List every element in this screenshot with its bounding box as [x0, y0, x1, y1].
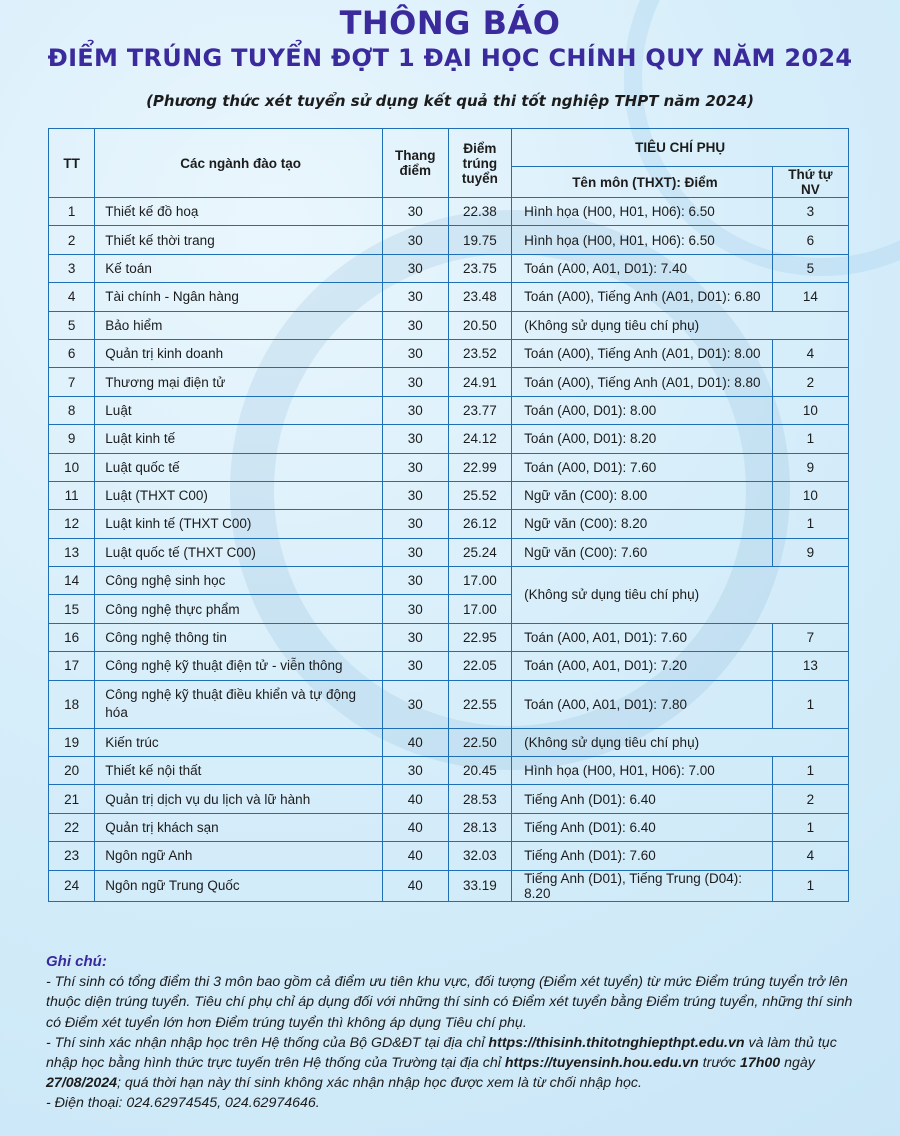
cell-major: Tài chính - Ngân hàng — [95, 283, 383, 311]
cell-cutoff: 23.77 — [448, 396, 512, 424]
cell-tt: 5 — [49, 311, 95, 339]
cell-tt: 23 — [49, 842, 95, 870]
cell-subject-score: Toán (A00, A01, D01): 7.80 — [512, 680, 773, 728]
cell-subject-score: Toán (A00, D01): 7.60 — [512, 453, 773, 481]
cell-tt: 7 — [49, 368, 95, 396]
cell-priority: 6 — [772, 226, 848, 254]
cell-scale: 40 — [382, 813, 448, 841]
cell-tt: 9 — [49, 425, 95, 453]
table-row — [49, 757, 849, 785]
table-row — [49, 623, 849, 651]
cell-cutoff: 22.38 — [448, 198, 512, 226]
table-row — [49, 368, 849, 396]
table-row — [49, 842, 849, 870]
cell-subject-score: Toán (A00, A01, D01): 7.20 — [512, 652, 773, 680]
cell-priority: 9 — [772, 453, 848, 481]
cell-subject-score: Tiếng Anh (D01), Tiếng Trung (D04): 8.20 — [512, 870, 773, 901]
cell-tt: 22 — [49, 813, 95, 841]
table-row — [49, 311, 849, 339]
table-row — [49, 339, 849, 367]
table-row — [49, 813, 849, 841]
cell-tt: 3 — [49, 254, 95, 282]
cell-priority: 1 — [772, 757, 848, 785]
cell-scale: 30 — [382, 283, 448, 311]
cell-cutoff: 22.05 — [448, 652, 512, 680]
cell-cutoff: 26.12 — [448, 510, 512, 538]
school-url-link[interactable]: https://tuyensinh.hou.edu.vn — [504, 1055, 699, 1072]
cell-priority: 10 — [772, 481, 848, 509]
header-major: Các ngành đào tạo — [95, 129, 383, 198]
cell-subject-score: Toán (A00), Tiếng Anh (A01, D01): 8.00 — [512, 339, 773, 367]
cell-scale: 30 — [382, 425, 448, 453]
deadline-time: 17h00 — [739, 1055, 781, 1072]
cell-cutoff: 24.91 — [448, 368, 512, 396]
cell-cutoff: 20.50 — [448, 311, 512, 339]
cell-no-criteria: (Không sử dụng tiêu chí phụ) — [512, 567, 849, 624]
cell-subject-score: Tiếng Anh (D01): 6.40 — [512, 813, 773, 841]
cell-priority: 14 — [772, 283, 848, 311]
cell-cutoff: 17.00 — [448, 595, 512, 623]
table-row — [49, 652, 849, 680]
cell-scale: 30 — [382, 254, 448, 282]
cell-scale: 30 — [382, 453, 448, 481]
cell-cutoff: 17.00 — [448, 567, 512, 595]
cell-major: Thiết kế thời trang — [95, 226, 383, 254]
cell-tt: 10 — [49, 453, 95, 481]
cell-priority: 4 — [772, 842, 848, 870]
cell-tt: 8 — [49, 396, 95, 424]
cell-subject-score: Hình họa (H00, H01, H06): 6.50 — [512, 226, 773, 254]
table-row — [49, 254, 849, 282]
cell-cutoff: 20.45 — [448, 757, 512, 785]
cell-scale: 30 — [382, 198, 448, 226]
cell-scale: 40 — [382, 785, 448, 813]
cell-priority: 4 — [772, 339, 848, 367]
cell-no-criteria: (Không sử dụng tiêu chí phụ) — [512, 311, 849, 339]
cell-subject-score: Hình họa (H00, H01, H06): 6.50 — [512, 198, 773, 226]
cell-priority: 10 — [772, 396, 848, 424]
cell-tt: 4 — [49, 283, 95, 311]
cell-priority: 7 — [772, 623, 848, 651]
table-row — [49, 425, 849, 453]
cell-major: Kiến trúc — [95, 728, 383, 756]
note-2-text-b: và làm thủ tục nhập học bằng hình thức trực tuyến trên Hệ thống của Trường tại địa chỉ — [46, 1034, 837, 1072]
notes-section — [46, 952, 858, 1114]
table-body — [49, 198, 849, 902]
cell-subject-score: Tiếng Anh (D01): 6.40 — [512, 785, 773, 813]
table-row — [49, 870, 849, 901]
cell-major: Công nghệ thông tin — [95, 623, 383, 651]
cell-scale: 30 — [382, 538, 448, 566]
cell-cutoff: 25.52 — [448, 481, 512, 509]
cell-tt: 19 — [49, 728, 95, 756]
cell-major: Quản trị dịch vụ du lịch và lữ hành — [95, 785, 383, 813]
cell-no-criteria: (Không sử dụng tiêu chí phụ) — [512, 728, 849, 756]
moet-url-link[interactable]: https://thisinh.thitotnghiepthpt.edu.vn — [488, 1034, 745, 1051]
cell-tt: 11 — [49, 481, 95, 509]
cell-scale: 40 — [382, 842, 448, 870]
cell-priority: 2 — [772, 368, 848, 396]
table-row — [49, 481, 849, 509]
cell-priority: 1 — [772, 870, 848, 901]
cell-subject-score: Ngữ văn (C00): 8.00 — [512, 481, 773, 509]
cell-major: Quản trị kinh doanh — [95, 339, 383, 367]
cell-major: Luật quốc tế (THXT C00) — [95, 538, 383, 566]
cell-major: Quản trị khách sạn — [95, 813, 383, 841]
cell-scale: 30 — [382, 481, 448, 509]
cell-cutoff: 23.75 — [448, 254, 512, 282]
page-title: THÔNG BÁO — [339, 4, 561, 42]
note-2-text-c: trước — [698, 1055, 740, 1072]
table-row — [49, 728, 849, 756]
table-row — [49, 785, 849, 813]
cell-subject-score: Toán (A00), Tiếng Anh (A01, D01): 6.80 — [512, 283, 773, 311]
note-2-text-a: - Thí sinh xác nhận nhập học trên Hệ thống của Bộ GD&ĐT tại địa chỉ — [46, 1034, 489, 1051]
page-subtitle: ĐIỂM TRÚNG TUYỂN ĐỢT 1 ĐẠI HỌC CHÍNH QUY NĂM 2024 — [47, 44, 853, 72]
cell-major: Công nghệ kỹ thuật điều khiển và tự động hóa — [95, 680, 383, 728]
cell-major: Bảo hiểm — [95, 311, 383, 339]
cell-scale: 30 — [382, 510, 448, 538]
cell-scale: 30 — [382, 226, 448, 254]
note-1: - Thí sinh có tổng điểm thi 3 môn bao gồm cả điểm ưu tiên khu vực, đối tượng (Điểm xét tuyển) từ mức Điểm trúng tuyển trở lên thuộc diện trúng tuyển. Tiêu chí phụ chỉ áp dụng đối với những thí sinh có Điểm xét tuyển bằng Điểm trúng tuyển, những thí sinh có Điểm xét tuyển lớn hơn Điểm trúng tuyển thì không áp dụng Tiêu chí phụ. — [46, 974, 853, 1031]
note-2 — [46, 1033, 858, 1094]
cell-major: Công nghệ thực phẩm — [95, 595, 383, 623]
cell-tt: 24 — [49, 870, 95, 901]
cell-subject-score: Ngữ văn (C00): 7.60 — [512, 538, 773, 566]
cell-scale: 30 — [382, 311, 448, 339]
deadline-date: 27/08/2024 — [46, 1075, 118, 1092]
table-row — [49, 538, 849, 566]
cell-scale: 30 — [382, 680, 448, 728]
cell-priority: 1 — [772, 680, 848, 728]
cell-major: Luật — [95, 396, 383, 424]
header-scale: Thang điểm — [382, 129, 448, 198]
table-row — [49, 680, 849, 728]
cell-cutoff: 22.50 — [448, 728, 512, 756]
cell-major: Luật kinh tế — [95, 425, 383, 453]
cell-subject-score: Ngữ văn (C00): 8.20 — [512, 510, 773, 538]
cell-cutoff: 24.12 — [448, 425, 512, 453]
header-priority: Thứ tự NV — [772, 167, 848, 198]
cell-cutoff: 28.13 — [448, 813, 512, 841]
notes-heading: Ghi chú: — [46, 953, 107, 970]
cell-major: Ngôn ngữ Trung Quốc — [95, 870, 383, 901]
cell-priority: 1 — [772, 425, 848, 453]
note-2-text-d: ngày — [780, 1055, 815, 1072]
cell-tt: 15 — [49, 595, 95, 623]
cell-priority: 3 — [772, 198, 848, 226]
cell-subject-score: Tiếng Anh (D01): 7.60 — [512, 842, 773, 870]
admission-scores-table — [48, 128, 849, 902]
cell-scale: 30 — [382, 652, 448, 680]
header-subject-score: Tên môn (THXT): Điểm — [512, 167, 773, 198]
cell-tt: 2 — [49, 226, 95, 254]
cell-tt: 12 — [49, 510, 95, 538]
table-row — [49, 453, 849, 481]
cell-cutoff: 33.19 — [448, 870, 512, 901]
cell-priority: 2 — [772, 785, 848, 813]
cell-tt: 18 — [49, 680, 95, 728]
header-cutoff: Điểm trúng tuyển — [448, 129, 512, 198]
cell-scale: 30 — [382, 396, 448, 424]
note-2-text-e: ; quá thời hạn này thí sinh không xác nhận nhập học được xem là từ chối nhập học. — [117, 1075, 642, 1092]
cell-cutoff: 22.95 — [448, 623, 512, 651]
cell-cutoff: 22.55 — [448, 680, 512, 728]
cell-subject-score: Toán (A00, D01): 8.00 — [512, 396, 773, 424]
cell-scale: 30 — [382, 339, 448, 367]
table-row — [49, 510, 849, 538]
cell-tt: 16 — [49, 623, 95, 651]
cell-cutoff: 22.99 — [448, 453, 512, 481]
admission-method: (Phương thức xét tuyển sử dụng kết quả thi tốt nghiệp THPT năm 2024) — [146, 92, 754, 110]
cell-tt: 20 — [49, 757, 95, 785]
cell-major: Công nghệ kỹ thuật điện tử - viễn thông — [95, 652, 383, 680]
cell-subject-score: Toán (A00, D01): 8.20 — [512, 425, 773, 453]
cell-subject-score: Hình họa (H00, H01, H06): 7.00 — [512, 757, 773, 785]
cell-priority: 1 — [772, 813, 848, 841]
cell-priority: 13 — [772, 652, 848, 680]
cell-cutoff: 32.03 — [448, 842, 512, 870]
cell-cutoff: 25.24 — [448, 538, 512, 566]
cell-major: Luật quốc tế — [95, 453, 383, 481]
cell-scale: 30 — [382, 623, 448, 651]
cell-scale: 30 — [382, 757, 448, 785]
cell-major: Kế toán — [95, 254, 383, 282]
cell-priority: 5 — [772, 254, 848, 282]
cell-major: Luật (THXT C00) — [95, 481, 383, 509]
cell-subject-score: Toán (A00), Tiếng Anh (A01, D01): 8.80 — [512, 368, 773, 396]
cell-tt: 17 — [49, 652, 95, 680]
cell-major: Công nghệ sinh học — [95, 567, 383, 595]
cell-major: Thiết kế nội thất — [95, 757, 383, 785]
table-row — [49, 226, 849, 254]
cell-subject-score: Toán (A00, A01, D01): 7.60 — [512, 623, 773, 651]
table-row — [49, 198, 849, 226]
cell-cutoff: 23.48 — [448, 283, 512, 311]
cell-priority: 1 — [772, 510, 848, 538]
cell-scale: 30 — [382, 368, 448, 396]
cell-tt: 14 — [49, 567, 95, 595]
cell-cutoff: 19.75 — [448, 226, 512, 254]
cell-subject-score: Toán (A00, A01, D01): 7.40 — [512, 254, 773, 282]
cell-tt: 21 — [49, 785, 95, 813]
cell-major: Luật kinh tế (THXT C00) — [95, 510, 383, 538]
cell-priority: 9 — [772, 538, 848, 566]
cell-cutoff: 28.53 — [448, 785, 512, 813]
cell-scale: 30 — [382, 595, 448, 623]
cell-tt: 6 — [49, 339, 95, 367]
cell-tt: 13 — [49, 538, 95, 566]
cell-major: Ngôn ngữ Anh — [95, 842, 383, 870]
note-3: - Điện thoại: 024.62974545, 024.62974646. — [46, 1095, 320, 1112]
cell-tt: 1 — [49, 198, 95, 226]
cell-major: Thương mại điện tử — [95, 368, 383, 396]
header-tt: TT — [49, 129, 95, 198]
cell-scale: 30 — [382, 567, 448, 595]
table-row — [49, 283, 849, 311]
header-secondary-criteria: TIÊU CHÍ PHỤ — [512, 129, 849, 167]
cell-cutoff: 23.52 — [448, 339, 512, 367]
cell-scale: 40 — [382, 870, 448, 901]
cell-major: Thiết kế đồ hoạ — [95, 198, 383, 226]
cell-scale: 40 — [382, 728, 448, 756]
table-row — [49, 567, 849, 595]
table-row — [49, 396, 849, 424]
